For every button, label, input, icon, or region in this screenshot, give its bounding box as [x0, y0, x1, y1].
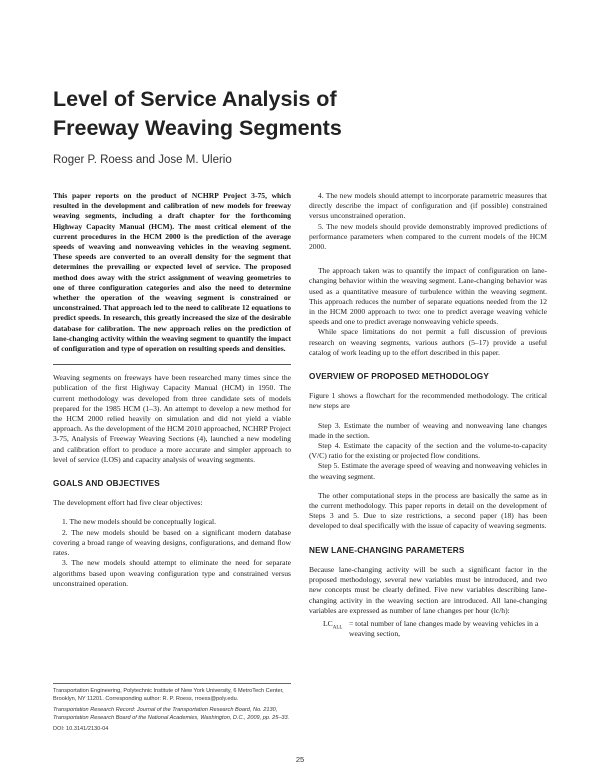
approach-paragraph-2: While space limitations do not permit a full discussion of previous research on weaving segments, various authors (5–17) provide a useful catalog of work leading up to the effort described in this paper.	[309, 327, 547, 357]
symbol-lc: LC	[323, 618, 333, 628]
title-line-2: Freeway Weaving Segments	[53, 116, 342, 140]
intro-paragraph: Weaving segments on freeways have been researched many times since the publication of the first Highway Capacity Manual (HCM) in 1950. The current methodology was developed from three candidate sets of models prepared for the 1985 HCM (1–3). An attempt to develop a new method for the HCM 2000 relied heavily on simulation and did not yield a viable approach. As the development of the HCM 2010 approached, NCHRP Project 3-75, Analysis of Freeway Weaving Sections (4), launched a new modeling and calibration effort to produce a more accurate and simpler approach to level of service (LOS) and capacity analysis of weaving segments.	[53, 373, 291, 464]
lane-changing-text: Because lane-changing activity will be such a significant factor in the proposed methodology, several new variables must be introduced, and two new concepts must be clearly defined. Five new variables describing lane-changing activity in the weaving section are introduced. All lane-changing variables are expressed as number of lane changes per hour (lc/h):	[309, 564, 547, 615]
goals-heading: GOALS AND OBJECTIVES	[53, 479, 160, 489]
definition-text: = total number of lane changes made by weaving vehicles in a weaving section,	[349, 618, 539, 639]
goal-item-1: 1. The new models should be conceptually logical.	[62, 517, 217, 527]
definition-symbol	[309, 619, 349, 639]
abstract-divider	[53, 364, 291, 365]
affiliation-note: Transportation Engineering, Polytechnic Institute of New York University, 6 MetroTech Center, Brooklyn, NY 11201. Corresponding author: R. P. Roess, rroess@poly.edu.	[53, 688, 284, 702]
goal-item-4: 4. The new models should attempt to incorporate parametric measures that directly describe the impact of configuration and (if possible) constrained versus unconstrained operation.	[309, 191, 547, 221]
overview-intro: Figure 1 shows a flowchart for the recommended methodology. The critical new steps are	[309, 391, 547, 411]
authors: Roger P. Roess and Jose M. Ulerio	[53, 154, 232, 166]
footnotes	[53, 683, 291, 738]
right-column	[309, 191, 547, 639]
abstract	[53, 191, 291, 354]
paper-title	[53, 85, 553, 143]
goal-item-3: 3. The new models should attempt to eliminate the need for separate algorithms based upon weaving configuration type and constrained versus unconstrained operation.	[53, 558, 291, 588]
overview-step-3: Step 3. Estimate the number of weaving and nonweaving lane changes made in the section.	[309, 420, 547, 440]
lane-changing-heading: NEW LANE-CHANGING PARAMETERS	[309, 545, 465, 555]
left-column	[53, 191, 291, 589]
overview-closing: The other computational steps in the process are basically the same as in the current methodology. This paper reports in detail on the development of Steps 3 and 5. Due to size restrictions, a second paper (18) has been developed to deal specifically with the issue of capacity of weaving segments.	[309, 490, 547, 531]
goal-item-5: 5. The new models should provide demonstrably improved predictions of performance parameters when compared to the current models of the HCM 2000.	[309, 221, 547, 252]
overview-heading: OVERVIEW OF PROPOSED METHODOLOGY	[309, 372, 490, 382]
footnote-divider	[53, 683, 291, 684]
definition-lc-all	[309, 619, 547, 639]
overview-step-4: Step 4. Estimate the capacity of the section and the volume-to-capacity (V/C) ratio for the existing or projected flow conditions.	[309, 441, 547, 461]
citation-note: Transportation Research Record: Journal of the Transportation Research Board, No. 2130, Transportation Research Board of the National Academies, Washington, D.C., 2009, pp. 25–33.	[53, 707, 290, 721]
symbol-subscript: ALL	[332, 625, 343, 631]
title-line-1: Level of Service Analysis of	[53, 87, 337, 111]
page-number: 25	[295, 755, 305, 764]
abstract-text: This paper reports on the product of NCHRP Project 3-75, which resulted in the development and calibration of new models for freeway weaving segments, including a draft chapter for the forthcoming Highway Capacity Manual (HCM). The most critical element of the current procedures in the HCM 2000 is the prediction of the average speeds of weaving and nonweaving vehicles in the weaving segment. These speeds are converted to an overall density for the segment that determines the prevailing or expected level of service. The proposed method does away with the strict assignment of weaving geometries to one of three configuration categories and also the need to determine whether the operation of the weaving segment is constrained or unconstrained. That approach led to the need to calibrate 12 equations to predict speeds. In research, this greatly increased the size of the desirable database for calibration. The new approach relies on the prediction of lane-changing activity within the weaving segment to quantify the impact of configuration and type of operation on resulting speeds and densities.	[53, 191, 291, 354]
goals-intro: The development effort had five clear objectives:	[53, 498, 203, 508]
doi-note: DOI: 10.3141/2130-04	[53, 726, 109, 733]
goal-item-2: 2. The new models should be based on a significant modern database covering a broad range of weaving designs, configurations, and demand flow rates.	[53, 527, 291, 558]
overview-step-5: Step 5. Estimate the average speed of weaving and nonweaving vehicles in the weaving segment.	[309, 461, 547, 481]
approach-paragraph-1: The approach taken was to quantify the impact of configuration on lane-changing behavior within the weaving segment. Lane-changing behavior was used as a quantitative measure of turbulence within the weaving segment. This approach reduces the number of separate equations needed from the 12 in the HCM 2000 approach to two: one to predict average weaving vehicle speeds and one to predict average nonweaving vehicle speeds.	[309, 266, 547, 327]
